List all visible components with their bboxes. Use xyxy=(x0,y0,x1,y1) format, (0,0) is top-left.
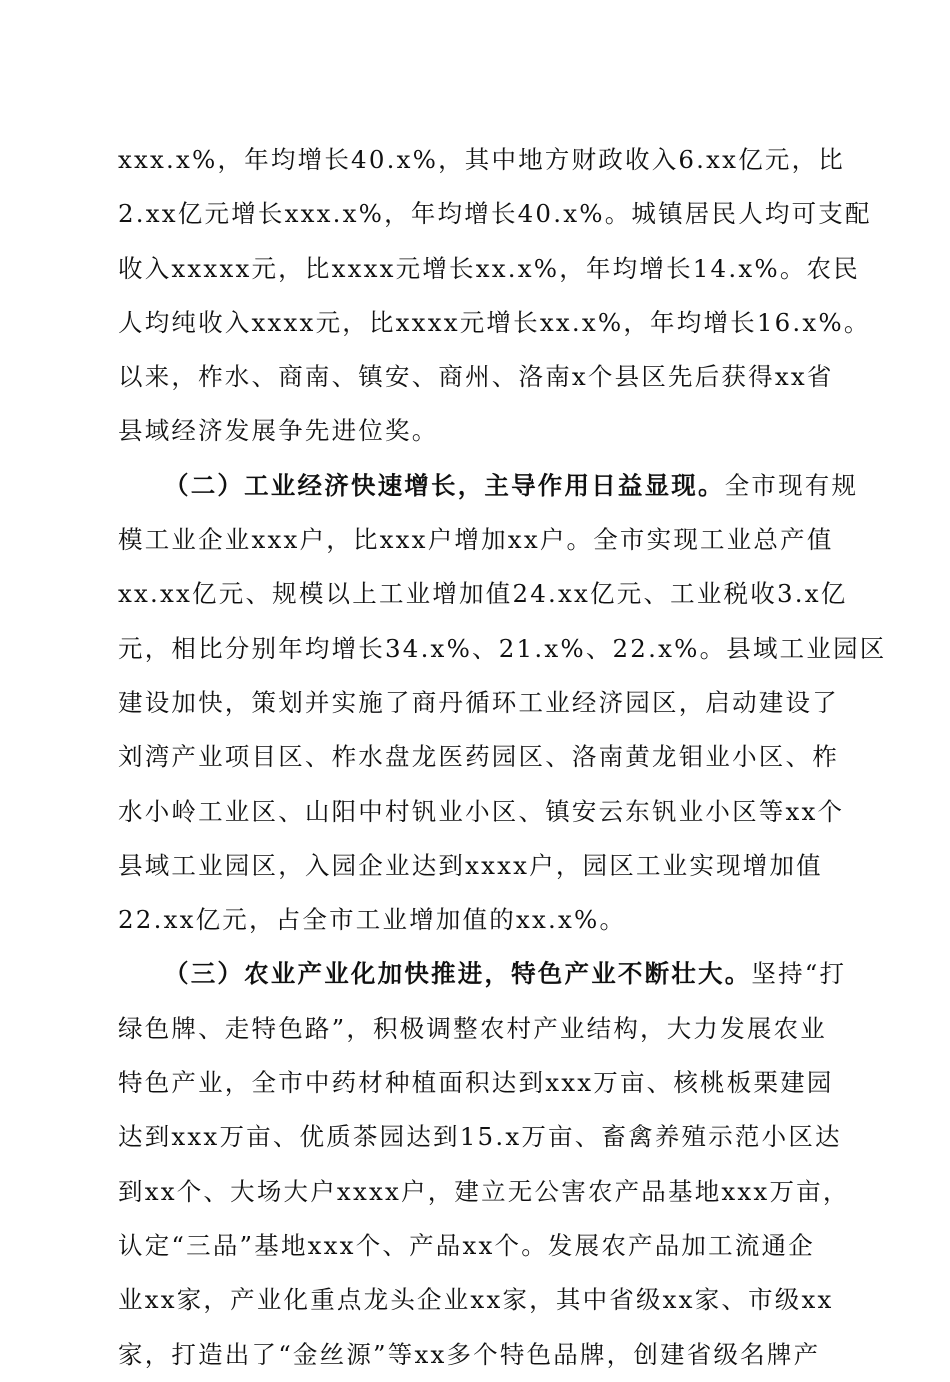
section-heading-3: （三）农业产业化加快推进，特色产业不断壮大。 xyxy=(164,959,752,989)
p3-line-4: 达到xxx万亩、优质茶园达到15.x万亩、畜禽养殖示范小区达 xyxy=(118,1122,842,1152)
p2-line-1-rest: 全市现有规 xyxy=(724,470,859,500)
p3-line-6: 认定“三品”基地xxx个、产品xx个。发展农产品加工流通企 xyxy=(118,1230,815,1260)
p1-line-6: 县域经济发展争先进位奖。 xyxy=(118,416,439,446)
p3-line-1 xyxy=(118,947,847,1001)
p2-line-1 xyxy=(118,459,859,513)
p2-line-3: xx.xx亿元、规模以上工业增加值24.xx亿元、工业税收3.x亿 xyxy=(118,579,848,609)
p1-line-5: 以来，柞水、商南、镇安、商州、洛南x个县区先后获得xx省 xyxy=(118,362,834,392)
p3-line-5: 到xx个、大场大户xxxx户，建立无公害农产品基地xxx万亩， xyxy=(118,1176,850,1206)
p1-line-3: 收入xxxxx元，比xxxx元增长xx.x%，年均增长14.x%。农民 xyxy=(118,253,860,283)
p2-line-4: 元，相比分别年均增长34.x%、21.x%、22.x%。县域工业园区 xyxy=(118,633,887,663)
p3-line-3: 特色产业，全市中药材种植面积达到xxx万亩、核桃板栗建园 xyxy=(118,1068,834,1098)
p2-line-9: 22.xx亿元，占全市工业增加值的xx.x%。 xyxy=(118,905,627,935)
p3-line-8: 家，打造出了“金丝源”等xx多个特色品牌，创建省级名牌产 xyxy=(118,1339,821,1369)
p1-line-1: xxx.x%，年均增长40.x%，其中地方财政收入6.xx亿元，比 xyxy=(118,145,846,174)
p3-line-2: 绿色牌、走特色路”，积极调整农村产业结构，大力发展农业 xyxy=(118,1013,827,1043)
p1-line-4: 人均纯收入xxxx元，比xxxx元增长xx.x%，年均增长16.x%。 xyxy=(118,307,871,337)
p3-line-7: 业xx家，产业化重点龙头企业xx家，其中省级xx家、市级xx xyxy=(118,1285,834,1315)
p3-line-1-rest: 坚持“打 xyxy=(751,959,847,989)
document-body xyxy=(118,133,887,1382)
p1-line-2: 2.xx亿元增长xxx.x%，年均增长40.x%。城镇居民人均可支配 xyxy=(118,199,872,229)
p2-line-8: 县域工业园区，入园企业达到xxxx户，园区工业实现增加值 xyxy=(118,850,823,880)
p2-line-5: 建设加快，策划并实施了商丹循环工业经济园区，启动建设了 xyxy=(118,687,839,717)
p2-line-7: 水小岭工业区、山阳中村钒业小区、镇安云东钒业小区等xx个 xyxy=(118,796,845,826)
p2-line-2: 模工业企业xxx户，比xxx户增加xx户。全市实现工业总产值 xyxy=(118,525,834,555)
section-heading-2: （二）工业经济快速增长，主导作用日益显现。 xyxy=(164,470,725,500)
p2-line-6: 刘湾产业项目区、柞水盘龙医药园区、洛南黄龙钼业小区、柞 xyxy=(118,742,839,772)
